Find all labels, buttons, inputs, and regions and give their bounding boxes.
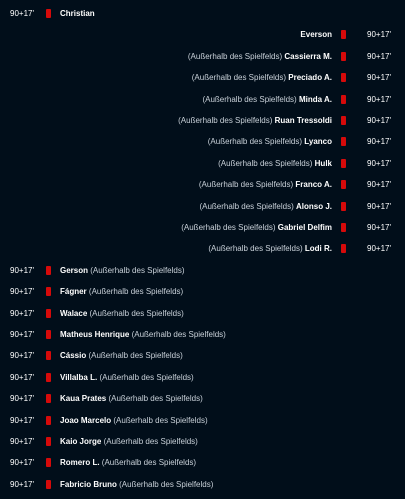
incident-note: (Außerhalb des Spielfelds) bbox=[113, 415, 208, 425]
away-incident-row bbox=[0, 174, 405, 195]
home-incident-row bbox=[0, 3, 405, 24]
incident-text bbox=[300, 30, 332, 39]
away-incident-row bbox=[0, 196, 405, 217]
player-name: Lyanco bbox=[304, 137, 332, 147]
incident-note: (Außerhalb des Spielfelds) bbox=[131, 330, 226, 339]
incident-time: 90+17' bbox=[10, 308, 34, 318]
player-name: Ruan Tressoldi bbox=[274, 116, 332, 125]
incident-time: 90+17' bbox=[367, 180, 391, 190]
incident-note: (Außerhalb des Spielfelds) bbox=[90, 265, 185, 275]
incident-time: 90+17' bbox=[367, 94, 391, 104]
incident-time: 90+17' bbox=[10, 437, 34, 446]
incident-time: 90+17' bbox=[367, 30, 391, 40]
incident-time: 90+17' bbox=[367, 137, 391, 147]
red-card-icon bbox=[46, 266, 51, 275]
red-card-icon bbox=[341, 180, 346, 189]
incident-time: 90+17' bbox=[10, 415, 34, 425]
incident-text bbox=[60, 330, 226, 339]
incident-note: (Außerhalb des Spielfelds) bbox=[103, 437, 198, 446]
player-name: Walace bbox=[60, 308, 88, 318]
incident-time: 90+17' bbox=[10, 394, 34, 404]
incident-note: (Außerhalb des Spielfelds) bbox=[108, 394, 203, 404]
incident-time: 90+17' bbox=[367, 244, 391, 254]
red-card-icon bbox=[46, 351, 51, 360]
red-card-icon bbox=[341, 202, 346, 211]
player-name: Hulk bbox=[314, 158, 332, 168]
incident-note: (Außerhalb des Spielfelds) bbox=[218, 158, 313, 168]
incident-note: (Außerhalb des Spielfelds) bbox=[202, 94, 297, 104]
incident-text bbox=[60, 394, 203, 403]
incident-text bbox=[60, 287, 183, 296]
incident-text bbox=[208, 244, 332, 253]
incident-time: 90+17' bbox=[10, 458, 34, 468]
incident-note: (Außerhalb des Spielfelds) bbox=[187, 51, 283, 61]
away-incident-row bbox=[0, 46, 405, 67]
away-incident-row bbox=[0, 217, 405, 238]
player-name: Alonso J. bbox=[295, 201, 332, 211]
incident-time: 90+17' bbox=[10, 265, 34, 275]
incident-text bbox=[60, 437, 198, 446]
player-name: Cassierra M. bbox=[284, 51, 332, 61]
incident-note: (Außerhalb des Spielfelds) bbox=[178, 116, 273, 125]
player-name: Fágner bbox=[60, 287, 87, 297]
incident-text bbox=[60, 351, 183, 360]
red-card-icon bbox=[46, 9, 51, 18]
player-name: Everson bbox=[300, 30, 332, 40]
incident-time: 90+17' bbox=[367, 51, 391, 61]
incident-note: (Außerhalb des Spielfelds) bbox=[88, 287, 184, 297]
player-name: Cássio bbox=[60, 351, 87, 361]
red-card-icon bbox=[46, 287, 51, 296]
incident-text bbox=[60, 480, 213, 489]
red-card-icon bbox=[341, 116, 346, 125]
player-name: Lodi R. bbox=[304, 244, 332, 254]
home-incident-row bbox=[0, 474, 405, 495]
player-name: Kaio Jorge bbox=[60, 437, 102, 446]
incident-time: 90+17' bbox=[10, 330, 34, 339]
incident-text bbox=[192, 73, 332, 82]
away-incident-row bbox=[0, 110, 405, 131]
incident-note: (Außerhalb des Spielfelds) bbox=[199, 201, 294, 211]
incident-text bbox=[218, 159, 332, 168]
player-name: Joao Marcelo bbox=[60, 415, 112, 425]
incident-time: 90+17' bbox=[367, 223, 391, 232]
incident-text bbox=[181, 223, 332, 232]
incident-text bbox=[202, 95, 332, 104]
incident-note: (Außerhalb des Spielfelds) bbox=[208, 244, 303, 254]
incident-text bbox=[60, 9, 95, 18]
home-incident-row bbox=[0, 388, 405, 409]
away-incident-row bbox=[0, 89, 405, 110]
red-card-icon bbox=[341, 73, 346, 82]
incident-time: 90+17' bbox=[10, 351, 34, 361]
incident-text bbox=[60, 458, 196, 467]
incident-text bbox=[60, 266, 185, 275]
incident-time: 90+17' bbox=[10, 372, 34, 382]
player-name: Christian bbox=[60, 9, 95, 18]
red-card-icon bbox=[46, 480, 51, 489]
red-card-icon bbox=[341, 159, 346, 168]
incident-time: 90+17' bbox=[367, 116, 391, 125]
incident-text bbox=[178, 116, 332, 125]
red-card-icon bbox=[46, 309, 51, 318]
incident-text bbox=[199, 202, 332, 211]
red-card-icon bbox=[46, 458, 51, 467]
home-incident-row bbox=[0, 281, 405, 302]
player-name: Minda A. bbox=[298, 94, 332, 104]
player-name: Romero L. bbox=[60, 458, 100, 468]
home-incident-row bbox=[0, 324, 405, 345]
home-incident-row bbox=[0, 431, 405, 452]
player-name: Gerson bbox=[60, 265, 89, 275]
incident-time: 90+17' bbox=[10, 9, 34, 18]
player-name: Fabricio Bruno bbox=[60, 479, 117, 489]
incident-text bbox=[60, 373, 194, 382]
incident-note: (Außerhalb des Spielfelds) bbox=[191, 73, 287, 83]
home-incident-row bbox=[0, 410, 405, 431]
red-card-icon bbox=[341, 52, 346, 61]
away-incident-row bbox=[0, 153, 405, 174]
home-incident-row bbox=[0, 260, 405, 281]
red-card-icon bbox=[46, 394, 51, 403]
player-name: Gabriel Delfim bbox=[277, 223, 332, 232]
away-incident-row bbox=[0, 67, 405, 88]
player-name: Preciado A. bbox=[288, 73, 332, 83]
incident-time: 90+17' bbox=[367, 73, 391, 83]
home-incident-row bbox=[0, 303, 405, 324]
away-incident-row bbox=[0, 238, 405, 259]
incident-text bbox=[188, 52, 332, 61]
red-card-icon bbox=[46, 437, 51, 446]
home-incident-row bbox=[0, 345, 405, 366]
red-card-icon bbox=[341, 137, 346, 146]
incident-text bbox=[208, 137, 332, 146]
home-incident-row bbox=[0, 367, 405, 388]
player-name: Franco A. bbox=[295, 180, 332, 190]
red-card-icon bbox=[341, 30, 346, 39]
incident-time: 90+17' bbox=[10, 287, 34, 297]
red-card-icon bbox=[341, 244, 346, 253]
incident-note: (Außerhalb des Spielfelds) bbox=[88, 351, 183, 361]
incident-text bbox=[60, 309, 184, 318]
red-card-icon bbox=[46, 416, 51, 425]
player-name: Kaua Prates bbox=[60, 394, 107, 404]
incident-note: (Außerhalb des Spielfelds) bbox=[119, 479, 214, 489]
away-incident-row bbox=[0, 131, 405, 152]
incident-note: (Außerhalb des Spielfelds) bbox=[99, 372, 194, 382]
player-name: Villalba L. bbox=[60, 372, 98, 382]
incident-note: (Außerhalb des Spielfelds) bbox=[89, 308, 184, 318]
incident-note: (Außerhalb des Spielfelds) bbox=[198, 180, 294, 190]
incident-text bbox=[60, 416, 208, 425]
red-card-icon bbox=[46, 330, 51, 339]
home-incident-row bbox=[0, 452, 405, 473]
incident-time: 90+17' bbox=[367, 158, 391, 168]
player-name: Matheus Henrique bbox=[60, 330, 130, 339]
incident-text bbox=[199, 180, 332, 189]
incident-time: 90+17' bbox=[367, 201, 391, 211]
incident-time: 90+17' bbox=[10, 479, 34, 489]
incident-note: (Außerhalb des Spielfelds) bbox=[181, 223, 276, 232]
incident-note: (Außerhalb des Spielfelds) bbox=[101, 458, 197, 468]
red-card-icon bbox=[341, 223, 346, 232]
incident-note: (Außerhalb des Spielfelds) bbox=[207, 137, 303, 147]
red-card-icon bbox=[341, 95, 346, 104]
away-incident-row bbox=[0, 24, 405, 45]
red-card-icon bbox=[46, 373, 51, 382]
